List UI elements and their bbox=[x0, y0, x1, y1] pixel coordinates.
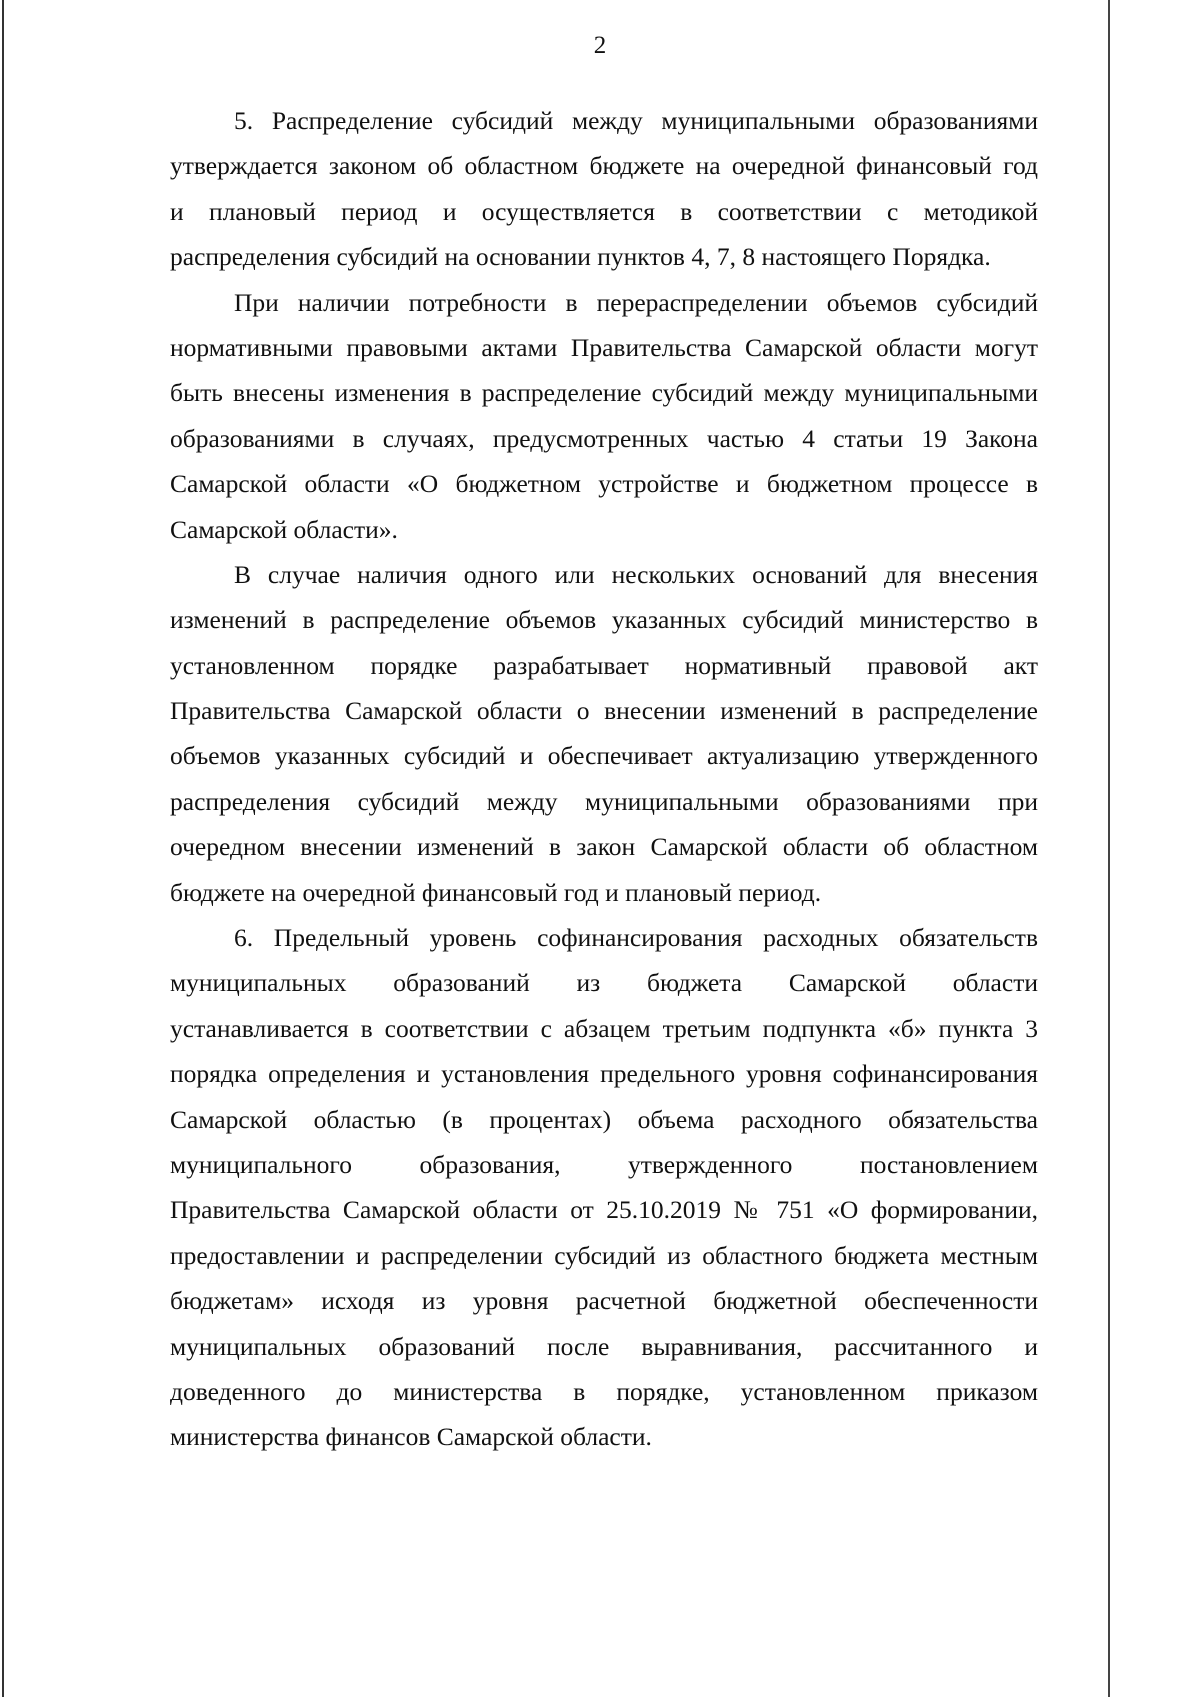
text-line: объемов указанных субсидий и обеспечивает актуализацию утвержденного bbox=[170, 741, 1038, 771]
text-line: муниципальных образований из бюджета Самарской области bbox=[170, 968, 1038, 998]
text-line: и плановый период и осуществляется в соответствии с методикой bbox=[170, 196, 1038, 226]
text-line: бюджетам» исходя из уровня расчетной бюджетной обеспеченности bbox=[170, 1286, 1038, 1316]
text-line: установленном порядке разрабатывает нормативный правовой акт bbox=[170, 650, 1038, 680]
text-line: быть внесены изменения в распределение субсидий между муниципальными bbox=[170, 378, 1038, 408]
text-line: распределения субсидий между муниципальными образованиями при bbox=[170, 786, 1038, 816]
text-line: 6. Предельный уровень софинансирования расходных обязательств bbox=[234, 923, 1038, 953]
text-line: очередном внесении изменений в закон Самарской области об областном bbox=[170, 832, 1038, 862]
text-line: Самарской областью (в процентах) объема расходного обязательства bbox=[170, 1104, 1038, 1134]
text-line: министерства финансов Самарской области. bbox=[170, 1422, 652, 1452]
text-line: В случае наличия одного или нескольких оснований для внесения bbox=[234, 559, 1038, 589]
scan-edge-left bbox=[2, 0, 4, 1697]
text-line: муниципальных образований после выравнивания, рассчитанного и bbox=[170, 1331, 1038, 1361]
text-line: бюджете на очередной финансовый год и плановый период. bbox=[170, 877, 822, 907]
text-line: образованиями в случаях, предусмотренных частью 4 статьи 19 Закона bbox=[170, 423, 1038, 453]
text-line: При наличии потребности в перераспределении объемов субсидий bbox=[234, 287, 1038, 317]
text-line: порядка определения и установления предельного уровня софинансирования bbox=[170, 1059, 1038, 1089]
page-number: 2 bbox=[593, 32, 607, 59]
paragraph bbox=[170, 915, 1038, 1460]
text-line: предоставлении и распределении субсидий из областного бюджета местным bbox=[170, 1240, 1038, 1270]
text-line: нормативными правовыми актами Правительства Самарской области могут bbox=[170, 332, 1038, 362]
paragraph bbox=[170, 552, 1038, 915]
text-line: Правительства Самарской области от 25.10.2019 № 751 «О формировании, bbox=[170, 1195, 1038, 1225]
text-line: изменений в распределение объемов указанных субсидий министерство в bbox=[170, 605, 1038, 635]
text-line: устанавливается в соответствии с абзацем третьим подпункта «б» пункта 3 bbox=[170, 1013, 1038, 1043]
text-line: Самарской области «О бюджетном устройстве и бюджетном процессе в bbox=[170, 469, 1038, 499]
text-line: распределения субсидий на основании пунктов 4, 7, 8 настоящего Порядка. bbox=[170, 242, 991, 272]
text-line: доведенного до министерства в порядке, установленном приказом bbox=[170, 1376, 1038, 1406]
text-line: Самарской области». bbox=[170, 514, 398, 544]
text-line: Правительства Самарской области о внесении изменений в распределение bbox=[170, 696, 1038, 726]
paragraph bbox=[170, 280, 1038, 552]
text-line: утверждается законом об областном бюджете на очередной финансовый год bbox=[170, 151, 1038, 181]
document-body bbox=[170, 98, 1038, 1460]
paragraph bbox=[170, 98, 1038, 280]
scan-edge-right bbox=[1108, 0, 1110, 1697]
text-line: 5. Распределение субсидий между муниципальными образованиями bbox=[234, 106, 1038, 135]
text-line: муниципального образования, утвержденного постановлением bbox=[170, 1149, 1038, 1179]
